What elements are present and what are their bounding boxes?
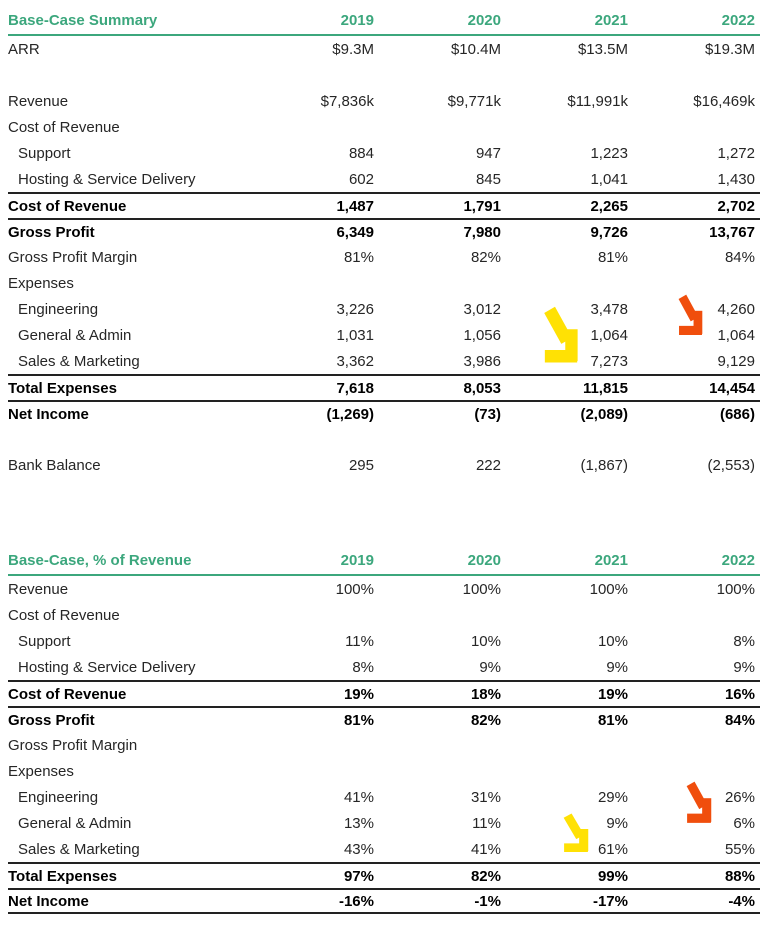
spacer-row bbox=[8, 426, 760, 452]
cell-net-income-2021: -17% bbox=[592, 892, 628, 910]
cell-general-admin-2022: 1,064 bbox=[717, 326, 755, 344]
row-cost-of-revenue bbox=[8, 114, 760, 140]
cell-support-2022: 1,272 bbox=[717, 144, 755, 162]
row-hosting-service-delivery bbox=[8, 654, 760, 680]
row-label: Sales & Marketing bbox=[18, 352, 140, 370]
column-header-2022: 2022 bbox=[721, 11, 755, 29]
cell-engineering-2019: 41% bbox=[343, 788, 374, 806]
row-label: Gross Profit bbox=[8, 711, 95, 729]
row-general-admin bbox=[8, 810, 760, 836]
column-header-2021: 2021 bbox=[594, 551, 628, 569]
row-label: Cost of Revenue bbox=[8, 685, 127, 703]
cell-total-expenses-2020: 82% bbox=[470, 867, 501, 885]
cell-engineering-2019: 3,226 bbox=[336, 300, 374, 318]
row-label: Net Income bbox=[8, 405, 89, 423]
cell-revenue-2022: 100% bbox=[716, 580, 755, 598]
row-support bbox=[8, 628, 760, 654]
row-label: Hosting & Service Delivery bbox=[18, 658, 196, 676]
cell-cost-of-revenue-2019: 1,487 bbox=[336, 197, 374, 215]
row-label: Net Income bbox=[8, 892, 89, 910]
cell-net-income-2020: (73) bbox=[474, 405, 501, 423]
cell-total-expenses-2019: 97% bbox=[343, 867, 374, 885]
row-net-income bbox=[8, 888, 760, 914]
row-sales-marketing bbox=[8, 836, 760, 862]
row-label: Gross Profit bbox=[8, 223, 95, 241]
row-cost-of-revenue bbox=[8, 602, 760, 628]
cell-cost-of-revenue-2019: 19% bbox=[343, 685, 374, 703]
cell-engineering-2022: 26% bbox=[724, 788, 755, 806]
row-general-admin bbox=[8, 322, 760, 348]
row-label: Revenue bbox=[8, 92, 69, 110]
row-net-income bbox=[8, 400, 760, 426]
cell-sales-marketing-2019: 3,362 bbox=[336, 352, 374, 370]
cell-hosting-service-delivery-2021: 1,041 bbox=[590, 170, 628, 188]
row-total-expenses bbox=[8, 862, 760, 888]
cell-net-income-2020: -1% bbox=[474, 892, 501, 910]
cell-sales-marketing-2021: 61% bbox=[597, 840, 628, 858]
cell-net-income-2022: -4% bbox=[728, 892, 755, 910]
row-expenses bbox=[8, 270, 760, 296]
cell-support-2022: 8% bbox=[733, 632, 755, 650]
cell-general-admin-2021: 9% bbox=[606, 814, 628, 832]
row-sales-marketing bbox=[8, 348, 760, 374]
cell-support-2019: 884 bbox=[348, 144, 374, 162]
row-engineering bbox=[8, 784, 760, 810]
cell-cost-of-revenue-2021: 19% bbox=[597, 685, 628, 703]
table-header-row bbox=[8, 546, 760, 576]
cell-gross-profit-2020: 7,980 bbox=[463, 223, 501, 241]
row-label: ARR bbox=[8, 40, 40, 58]
row-engineering bbox=[8, 296, 760, 322]
row-gross-profit-margin bbox=[8, 732, 760, 758]
cell-general-admin-2020: 11% bbox=[472, 814, 501, 832]
cell-engineering-2021: 3,478 bbox=[590, 300, 628, 318]
row-gross-profit bbox=[8, 706, 760, 732]
cell-sales-marketing-2021: 7,273 bbox=[590, 352, 628, 370]
row-label: Total Expenses bbox=[8, 379, 117, 397]
row-revenue bbox=[8, 88, 760, 114]
cell-total-expenses-2021: 99% bbox=[597, 867, 628, 885]
cell-hosting-service-delivery-2022: 9% bbox=[733, 658, 755, 676]
cell-gross-profit-margin-2019: 81% bbox=[343, 248, 374, 266]
row-hosting-service-delivery bbox=[8, 166, 760, 192]
cell-bank-balance-2021: (1,867) bbox=[580, 456, 628, 474]
row-label: Revenue bbox=[8, 580, 69, 598]
cell-general-admin-2019: 1,031 bbox=[336, 326, 374, 344]
cell-net-income-2021: (2,089) bbox=[580, 405, 628, 423]
row-label: General & Admin bbox=[18, 326, 132, 344]
cell-total-expenses-2022: 88% bbox=[724, 867, 755, 885]
row-label: Engineering bbox=[18, 788, 99, 806]
cell-gross-profit-margin-2021: 81% bbox=[597, 248, 628, 266]
cell-bank-balance-2019: 295 bbox=[348, 456, 374, 474]
cell-hosting-service-delivery-2019: 602 bbox=[348, 170, 374, 188]
row-label: Sales & Marketing bbox=[18, 840, 140, 858]
table-title: Base-Case, % of Revenue bbox=[8, 551, 192, 569]
cell-revenue-2020: $9,771k bbox=[447, 92, 501, 110]
cell-cost-of-revenue-2021: 2,265 bbox=[590, 197, 628, 215]
cell-bank-balance-2022: (2,553) bbox=[707, 456, 755, 474]
table-header-row bbox=[8, 6, 760, 36]
cell-arr-2020: $10.4M bbox=[450, 40, 501, 58]
cell-sales-marketing-2022: 55% bbox=[724, 840, 755, 858]
column-header-2020: 2020 bbox=[467, 551, 501, 569]
row-label: Engineering bbox=[18, 300, 99, 318]
cell-revenue-2020: 100% bbox=[462, 580, 501, 598]
cell-cost-of-revenue-2020: 18% bbox=[470, 685, 501, 703]
cell-hosting-service-delivery-2020: 9% bbox=[479, 658, 501, 676]
cell-support-2019: 11% bbox=[345, 632, 374, 650]
cell-gross-profit-margin-2020: 82% bbox=[470, 248, 501, 266]
row-label: Cost of Revenue bbox=[8, 118, 120, 136]
row-label: Total Expenses bbox=[8, 867, 117, 885]
cell-total-expenses-2019: 7,618 bbox=[336, 379, 374, 397]
cell-revenue-2022: $16,469k bbox=[693, 92, 755, 110]
cell-cost-of-revenue-2022: 2,702 bbox=[717, 197, 755, 215]
cell-arr-2022: $19.3M bbox=[704, 40, 755, 58]
cell-engineering-2021: 29% bbox=[597, 788, 628, 806]
spacer-row bbox=[8, 62, 760, 88]
cell-support-2021: 10% bbox=[597, 632, 628, 650]
row-label: General & Admin bbox=[18, 814, 132, 832]
cell-sales-marketing-2022: 9,129 bbox=[717, 352, 755, 370]
cell-gross-profit-2021: 9,726 bbox=[590, 223, 628, 241]
cell-revenue-2021: 100% bbox=[589, 580, 628, 598]
cell-net-income-2019: -16% bbox=[338, 892, 374, 910]
row-label: Support bbox=[18, 144, 71, 162]
row-revenue bbox=[8, 576, 760, 602]
cell-cost-of-revenue-2020: 1,791 bbox=[463, 197, 501, 215]
cell-general-admin-2019: 13% bbox=[343, 814, 374, 832]
cell-sales-marketing-2020: 3,986 bbox=[463, 352, 501, 370]
cell-cost-of-revenue-2022: 16% bbox=[724, 685, 755, 703]
column-header-2021: 2021 bbox=[594, 11, 628, 29]
cell-hosting-service-delivery-2022: 1,430 bbox=[717, 170, 755, 188]
row-label: Cost of Revenue bbox=[8, 197, 127, 215]
cell-general-admin-2021: 1,064 bbox=[590, 326, 628, 344]
cell-support-2021: 1,223 bbox=[590, 144, 628, 162]
cell-total-expenses-2021: 11,815 bbox=[582, 379, 628, 397]
column-header-2020: 2020 bbox=[467, 11, 501, 29]
table-base-case-pct-of-revenue bbox=[8, 546, 760, 914]
cell-hosting-service-delivery-2021: 9% bbox=[606, 658, 628, 676]
row-gross-profit-margin bbox=[8, 244, 760, 270]
row-label: Gross Profit Margin bbox=[8, 736, 138, 754]
cell-hosting-service-delivery-2020: 845 bbox=[475, 170, 501, 188]
row-label: Hosting & Service Delivery bbox=[18, 170, 196, 188]
cell-gross-profit-2022: 84% bbox=[724, 711, 755, 729]
row-gross-profit bbox=[8, 218, 760, 244]
cell-total-expenses-2020: 8,053 bbox=[463, 379, 501, 397]
cell-engineering-2022: 4,260 bbox=[717, 300, 755, 318]
cell-arr-2019: $9.3M bbox=[332, 40, 374, 58]
cell-engineering-2020: 31% bbox=[470, 788, 501, 806]
row-expenses bbox=[8, 758, 760, 784]
cell-total-expenses-2022: 14,454 bbox=[709, 379, 755, 397]
cell-gross-profit-2019: 81% bbox=[343, 711, 374, 729]
table-base-case-summary bbox=[8, 6, 760, 478]
cell-bank-balance-2020: 222 bbox=[475, 456, 501, 474]
cell-revenue-2019: 100% bbox=[335, 580, 374, 598]
column-header-2019: 2019 bbox=[340, 551, 374, 569]
row-bank-balance bbox=[8, 452, 760, 478]
column-header-2019: 2019 bbox=[340, 11, 374, 29]
cell-sales-marketing-2019: 43% bbox=[343, 840, 374, 858]
cell-net-income-2022: (686) bbox=[719, 405, 755, 423]
row-label: Expenses bbox=[8, 274, 74, 292]
cell-net-income-2019: (1,269) bbox=[326, 405, 374, 423]
cell-gross-profit-2020: 82% bbox=[470, 711, 501, 729]
cell-gross-profit-2021: 81% bbox=[597, 711, 628, 729]
row-label: Bank Balance bbox=[8, 456, 101, 474]
cell-gross-profit-2019: 6,349 bbox=[336, 223, 374, 241]
cell-hosting-service-delivery-2019: 8% bbox=[352, 658, 374, 676]
cell-general-admin-2020: 1,056 bbox=[463, 326, 501, 344]
cell-revenue-2019: $7,836k bbox=[320, 92, 374, 110]
cell-gross-profit-2022: 13,767 bbox=[709, 223, 755, 241]
table-title: Base-Case Summary bbox=[8, 11, 158, 29]
row-cost-of-revenue bbox=[8, 192, 760, 218]
cell-engineering-2020: 3,012 bbox=[463, 300, 501, 318]
row-total-expenses bbox=[8, 374, 760, 400]
row-support bbox=[8, 140, 760, 166]
cell-support-2020: 10% bbox=[470, 632, 501, 650]
row-label: Expenses bbox=[8, 762, 74, 780]
cell-gross-profit-margin-2022: 84% bbox=[724, 248, 755, 266]
row-label: Cost of Revenue bbox=[8, 606, 120, 624]
row-arr bbox=[8, 36, 760, 62]
column-header-2022: 2022 bbox=[721, 551, 755, 569]
cell-general-admin-2022: 6% bbox=[733, 814, 755, 832]
cell-revenue-2021: $11,991k bbox=[567, 92, 628, 110]
cell-sales-marketing-2020: 41% bbox=[470, 840, 501, 858]
row-cost-of-revenue bbox=[8, 680, 760, 706]
row-label: Support bbox=[18, 632, 71, 650]
row-label: Gross Profit Margin bbox=[8, 248, 138, 266]
cell-support-2020: 947 bbox=[475, 144, 501, 162]
cell-arr-2021: $13.5M bbox=[577, 40, 628, 58]
